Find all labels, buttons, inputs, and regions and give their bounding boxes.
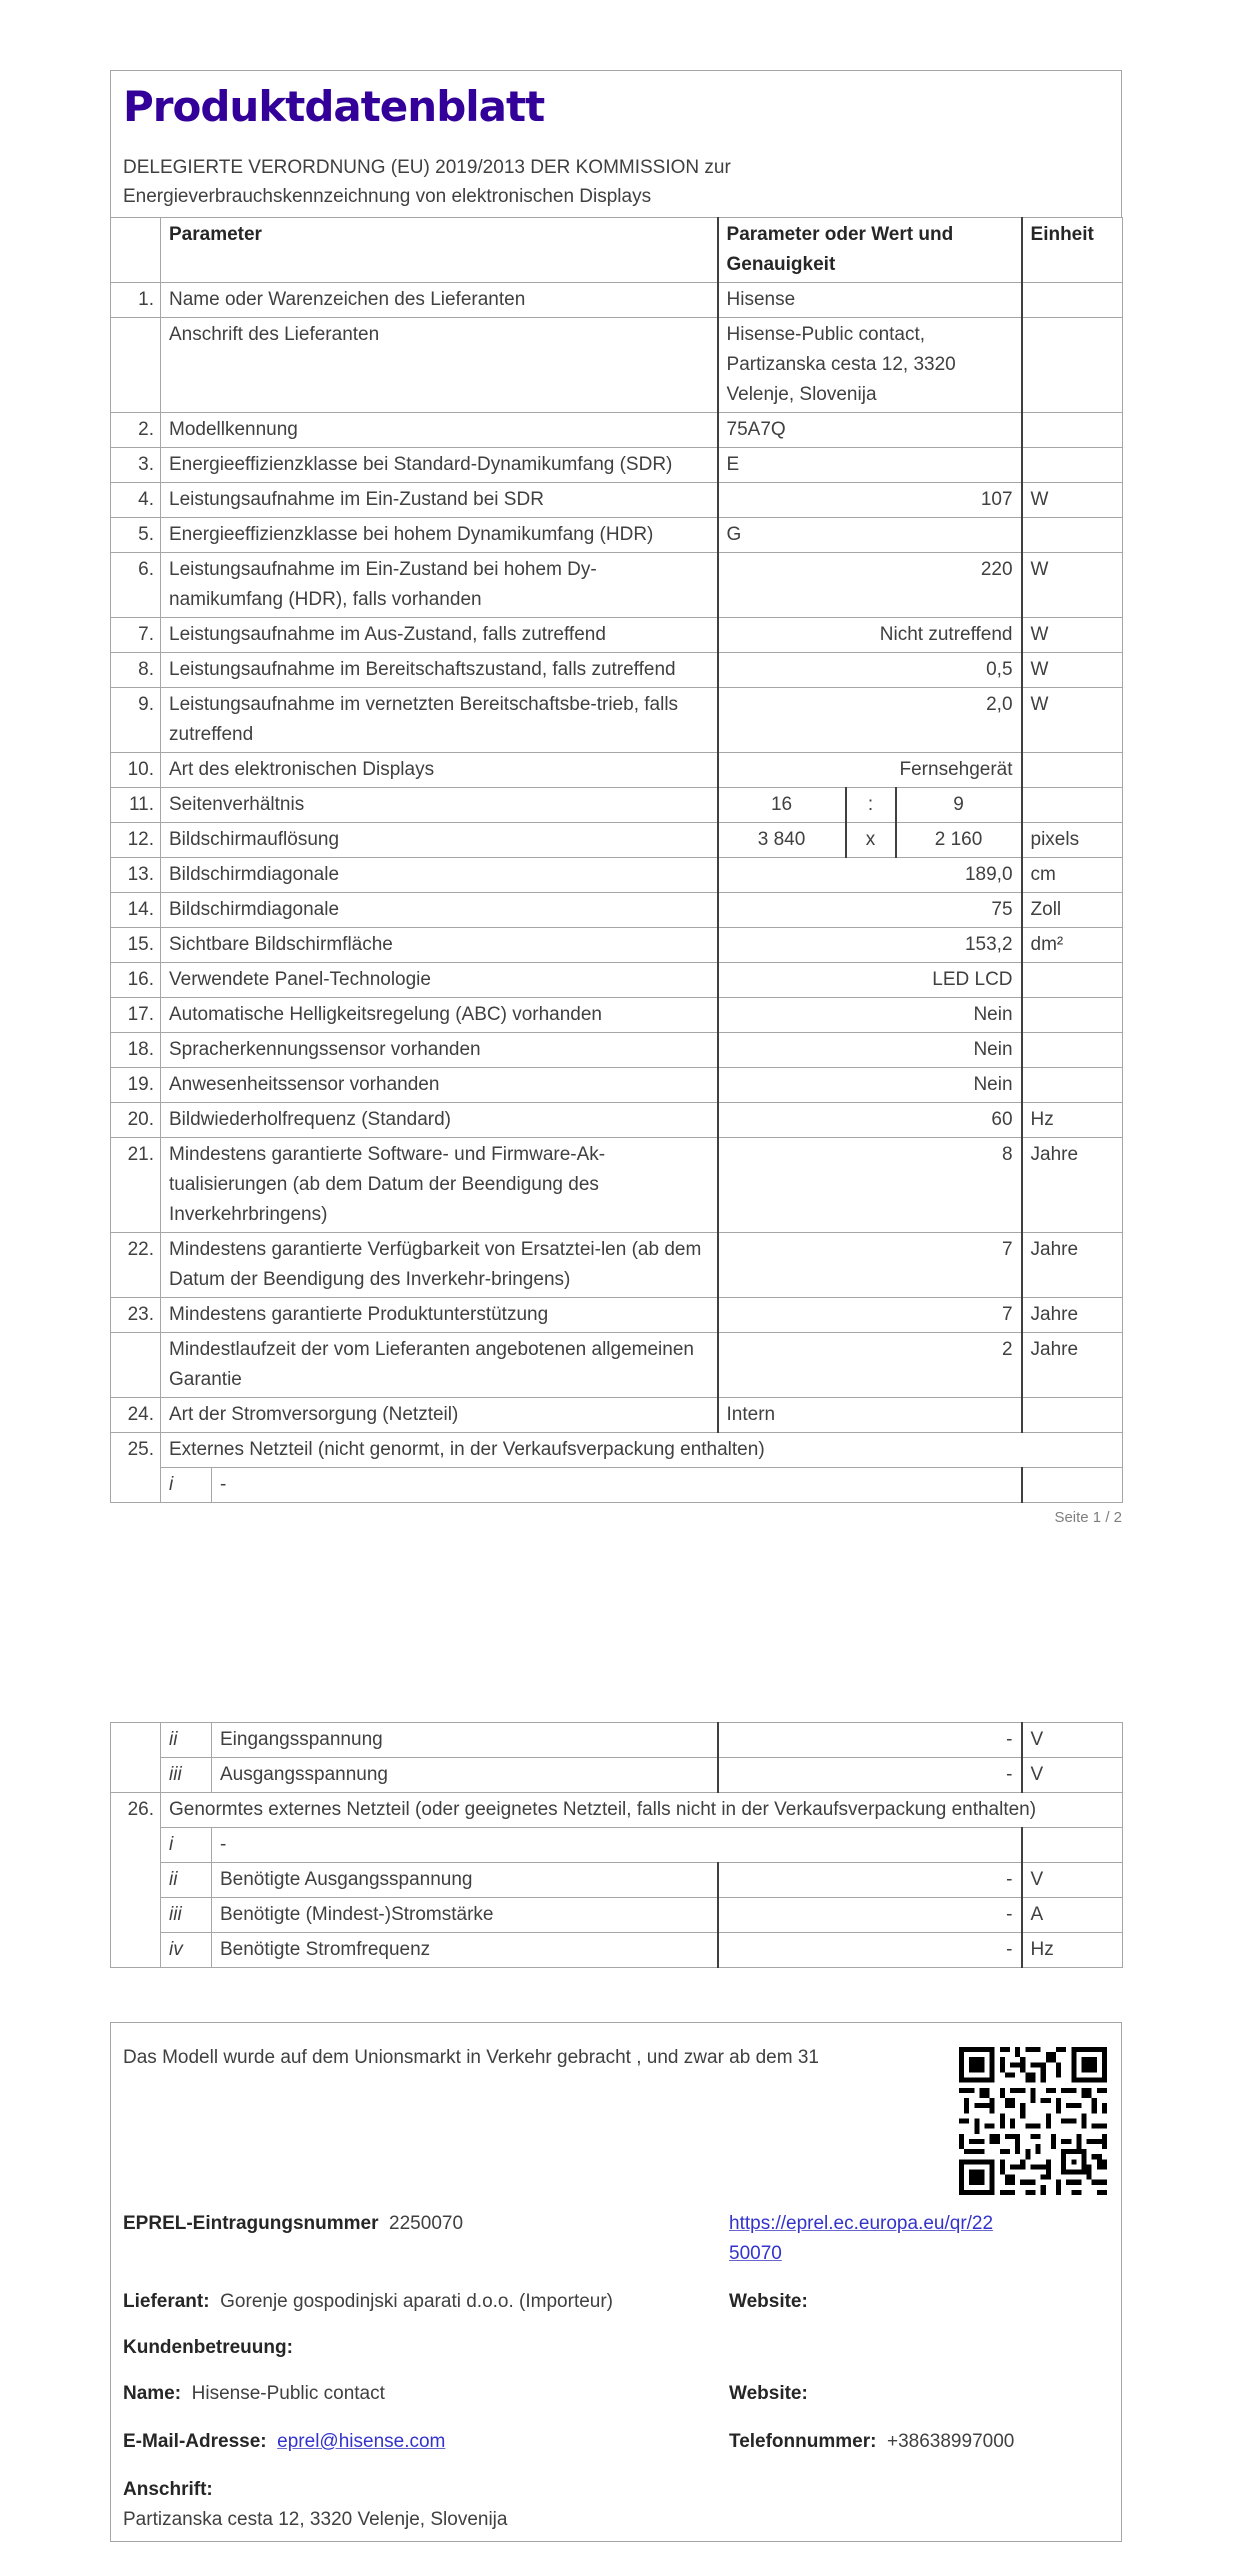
phone-label: Telefonnummer: [729,2431,877,2452]
table-row: 26. Genormtes externes Netzteil (oder geeignetes Netzteil, falls nicht in der Verkaufsverpackung enthalten) [111,1793,1123,1828]
contact-name-value: Hisense-Public contact [191,2383,385,2404]
table-row: 10. Art des elektronischen Displays Fernsehgerät [111,753,1123,788]
address-label: Anschrift: [123,2479,213,2500]
table-subrow: iii Benötigte (Mindest-)Stromstärke - A [111,1898,1123,1933]
table-row: 22. Mindestens garantierte Verfügbarkeit von Ersatztei-len (ab dem Datum der Beendigung des Inverkehr-bringens) 7 Jahre [111,1233,1123,1298]
table-row: 4. Leistungsaufnahme im Ein-Zustand bei SDR 107 W [111,483,1123,518]
phone-line [729,2427,1014,2457]
subtitle-line-1: DELEGIERTE VERORDNUNG (EU) 2019/2013 DER KOMMISSION zur [123,157,731,178]
eprel-info-box [110,2022,1122,2542]
qr-code-icon[interactable] [959,2047,1107,2195]
phone-value: +38638997000 [887,2431,1015,2452]
table-row: 20. Bildwiederholfrequenz (Standard) 60 Hz [111,1103,1123,1138]
table-row: 5. Energieeffizienzklasse bei hohem Dynamikumfang (HDR) G [111,518,1123,553]
table-row: 8. Leistungsaufnahme im Bereitschaftszustand, falls zutreffend 0,5 W [111,653,1123,688]
email-link[interactable]: eprel@hisense.com [277,2431,446,2452]
page-title: Produktdatenblatt [123,82,545,131]
table-subrow: ii Benötigte Ausgangsspannung - V [111,1863,1123,1898]
table-row: Anschrift des Lieferanten Hisense-Public contact, Partizanska cesta 12, 3320 Velenje, Slovenija [111,318,1123,413]
supplier-line [123,2287,613,2317]
address-block [123,2475,507,2535]
table-row: 25. Externes Netzteil (nicht genormt, in der Verkaufsverpackung enthalten) [111,1433,1123,1468]
table-row: 23. Mindestens garantierte Produktunterstützung 7 Jahre [111,1298,1123,1333]
contact-website: Website: [729,2383,808,2404]
eprel-link-block [729,2209,993,2269]
table-row: 11. Seitenverhältnis 16 : 9 [111,788,1123,823]
page-number: Seite 1 / 2 [1054,1509,1122,1526]
datasheet-page-2 [110,1722,1122,1968]
eprel-label: EPREL-Eintragungsnummer [123,2213,379,2234]
supplier-value: Gorenje gospodinjski aparati d.o.o. (Importeur) [220,2291,614,2312]
header-box [110,70,1122,217]
table-subrow: iii Ausgangsspannung - V [111,1758,1123,1793]
table-header-row [111,218,1123,283]
parameter-table [110,217,1123,1503]
table-row: 9. Leistungsaufnahme im vernetzten Bereitschaftsbe-trieb, falls zutreffend 2,0 W [111,688,1123,753]
table-row: 12. Bildschirmauflösung 3 840 x 2 160 pixels [111,823,1123,858]
table-subrow: i - [111,1468,1123,1503]
regulation-subtitle [123,153,1109,211]
table-row: 13. Bildschirmdiagonale 189,0 cm [111,858,1123,893]
parameter-table-continued [110,1722,1123,1968]
eprel-registration [123,2209,463,2239]
table-subrow: iv Benötigte Stromfrequenz - Hz [111,1933,1123,1968]
eprel-number: 2250070 [389,2213,464,2234]
table-row: 24. Art der Stromversorgung (Netzteil) Intern [111,1398,1123,1433]
table-row: 15. Sichtbare Bildschirmfläche 153,2 dm² [111,928,1123,963]
table-row: 14. Bildschirmdiagonale 75 Zoll [111,893,1123,928]
table-row: 6. Leistungsaufnahme im Ein-Zustand bei hohem Dy-namikumfang (HDR), falls vorhanden 220 W [111,553,1123,618]
datasheet-page-1 [110,70,1122,1526]
customer-service-heading: Kundenbetreuung: [123,2337,293,2358]
table-row: 16. Verwendete Panel-Technologie LED LCD [111,963,1123,998]
table-row: 2. Modellkennung 75A7Q [111,413,1123,448]
eprel-link[interactable]: https://eprel.ec.europa.eu/qr/22 50070 [729,2213,994,2264]
email-label: E-Mail-Adresse: [123,2431,267,2452]
email-line [123,2427,445,2457]
table-row: 18. Spracherkennungssensor vorhanden Nein [111,1033,1123,1068]
table-row: 7. Leistungsaufnahme im Aus-Zustand, falls zutreffend Nicht zutreffend W [111,618,1123,653]
address-value: Partizanska cesta 12, 3320 Velenje, Slovenija [123,2509,508,2530]
table-row: 21. Mindestens garantierte Software- und Firmware-Ak-tualisierungen (ab dem Datum der Beendigung des Inverkehrbringens) 8 Jahre [111,1138,1123,1233]
table-subrow: ii Eingangsspannung - V [111,1723,1123,1758]
contact-name-line [123,2379,385,2409]
column-header-parameter: Parameter [161,218,718,283]
contact-name-label: Name: [123,2383,182,2404]
table-row: 17. Automatische Helligkeitsregelung (ABC) vorhanden Nein [111,998,1123,1033]
supplier-label: Lieferant: [123,2291,210,2312]
column-header-value: Parameter oder Wert und Genauigkeit [718,218,1022,283]
table-row: Mindestlaufzeit der vom Lieferanten angebotenen allgemeinen Garantie 2 Jahre [111,1333,1123,1398]
table-subrow: i - [111,1828,1123,1863]
supplier-website: Website: [729,2291,808,2312]
market-placement-text: Das Modell wurde auf dem Unionsmarkt in Verkehr gebracht , und zwar ab dem 31 [123,2047,819,2068]
table-row: 3. Energieeffizienzklasse bei Standard-Dynamikumfang (SDR) E [111,448,1123,483]
table-row: 1. Name oder Warenzeichen des Lieferanten Hisense [111,283,1123,318]
column-header-unit: Einheit [1022,218,1123,283]
table-row: 19. Anwesenheitssensor vorhanden Nein [111,1068,1123,1103]
subtitle-line-2: Energieverbrauchskennzeichnung von elektronischen Displays [123,186,652,207]
